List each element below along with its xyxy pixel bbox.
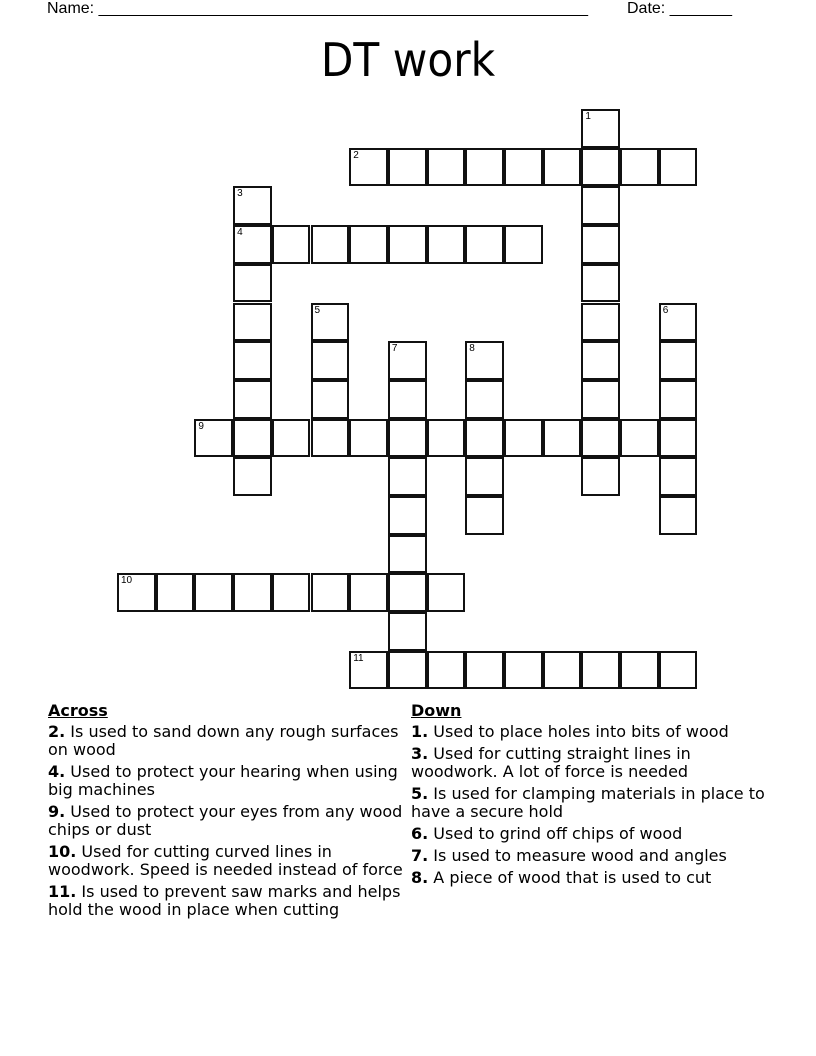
grid-cell[interactable]: [659, 496, 698, 535]
grid-cell[interactable]: [659, 148, 698, 187]
across-heading: Across: [48, 701, 108, 720]
grid-cell[interactable]: [388, 380, 427, 419]
clue-number: 3: [237, 188, 243, 200]
down-heading: Down: [411, 701, 462, 720]
grid-cell[interactable]: [311, 573, 350, 612]
clue-number: 4: [237, 227, 243, 239]
date-field[interactable]: Date: _______: [627, 0, 732, 17]
grid-cell[interactable]: [659, 651, 698, 690]
clue-down-8: 8. A piece of wood that is used to cut: [411, 868, 712, 887]
grid-cell[interactable]: [581, 225, 620, 264]
grid-cell[interactable]: [620, 148, 659, 187]
grid-cell[interactable]: [581, 303, 620, 342]
grid-cell[interactable]: [427, 419, 466, 458]
grid-cell[interactable]: [465, 496, 504, 535]
grid-cell[interactable]: [349, 419, 388, 458]
clue-across-2: 2. Is used to sand down any rough surfaces on wood: [48, 722, 399, 759]
grid-cell[interactable]: [349, 225, 388, 264]
clue-down-3: 3. Used for cutting straight lines in woodwork. A lot of force is needed: [411, 744, 691, 781]
grid-cell[interactable]: [465, 457, 504, 496]
grid-cell[interactable]: [581, 651, 620, 690]
grid-cell[interactable]: [620, 419, 659, 458]
grid-cell[interactable]: [349, 651, 388, 690]
grid-cell[interactable]: [233, 264, 272, 303]
grid-cell[interactable]: [233, 186, 272, 225]
grid-cell[interactable]: [156, 573, 195, 612]
grid-cell[interactable]: [581, 419, 620, 458]
grid-cell[interactable]: [581, 186, 620, 225]
clue-number: 7: [391, 343, 398, 355]
clue-number: 1: [585, 111, 591, 122]
grid-cell[interactable]: [388, 573, 427, 612]
page-title: DT work: [320, 33, 496, 87]
grid-cell[interactable]: [388, 341, 427, 380]
grid-cell[interactable]: [659, 380, 698, 419]
grid-cell[interactable]: [465, 651, 504, 690]
grid-cell[interactable]: [349, 148, 388, 187]
grid-cell[interactable]: [272, 573, 311, 612]
grid-cell[interactable]: [659, 419, 698, 458]
grid-cell[interactable]: [465, 225, 504, 264]
clue-number: 11: [353, 652, 364, 664]
grid-cell[interactable]: [272, 419, 311, 458]
grid-cell[interactable]: [581, 148, 620, 187]
grid-cell[interactable]: [659, 457, 698, 496]
grid-cell[interactable]: [581, 264, 620, 303]
grid-cell[interactable]: [311, 225, 350, 264]
grid-cell[interactable]: [581, 109, 620, 148]
grid-cell[interactable]: [427, 651, 466, 690]
clue-across-10: 10. Used for cutting curved lines in woodwork. Speed is needed instead of force: [48, 842, 403, 879]
grid-cell[interactable]: [465, 341, 504, 380]
grid-cell[interactable]: [504, 651, 543, 690]
across-clues: [48, 702, 408, 923]
grid-cell[interactable]: [117, 573, 156, 612]
grid-cell[interactable]: [233, 419, 272, 458]
clue-across-9: 9. Used to protect your eyes from any wood chips or dust: [48, 802, 403, 839]
clue-down-5: 5. Is used for clamping materials in place to have a secure hold: [411, 784, 765, 821]
grid-cell[interactable]: [465, 380, 504, 419]
clue-number: 6: [662, 304, 669, 316]
grid-cell[interactable]: [194, 573, 233, 612]
grid-cell[interactable]: [311, 380, 350, 419]
clue-number: 9: [198, 420, 204, 432]
clue-down-6: 6. Used to grind off chips of wood: [411, 824, 683, 843]
grid-cell[interactable]: [659, 341, 698, 380]
clue-across-4: 4. Used to protect your hearing when using big machines: [48, 762, 398, 799]
grid-cell[interactable]: [543, 651, 582, 690]
grid-cell[interactable]: [349, 573, 388, 612]
grid-cell[interactable]: [543, 419, 582, 458]
grid-cell[interactable]: [465, 419, 504, 458]
grid-cell[interactable]: [427, 225, 466, 264]
grid-cell[interactable]: [388, 225, 427, 264]
grid-cell[interactable]: [543, 148, 582, 187]
name-field[interactable]: Name: _______________________________________________________: [47, 0, 588, 17]
grid-cell[interactable]: [581, 341, 620, 380]
grid-cell[interactable]: [233, 380, 272, 419]
grid-cell[interactable]: [388, 457, 427, 496]
clue-across-11: 11. Is used to prevent saw marks and helps hold the wood in place when cutting: [48, 882, 401, 919]
grid-cell[interactable]: [233, 225, 272, 264]
grid-cell[interactable]: [581, 380, 620, 419]
grid-cell[interactable]: [388, 651, 427, 690]
grid-cell[interactable]: [388, 496, 427, 535]
clue-number: 8: [469, 343, 475, 355]
grid-cell[interactable]: [427, 148, 466, 187]
grid-cell[interactable]: [388, 612, 427, 651]
down-clues: [411, 702, 771, 891]
grid-cell[interactable]: [233, 457, 272, 496]
clue-down-1: 1. Used to place holes into bits of wood: [411, 722, 729, 741]
clue-number: 10: [121, 575, 133, 587]
grid-cell[interactable]: [504, 419, 543, 458]
grid-cell[interactable]: [388, 148, 427, 187]
grid-cell[interactable]: [388, 535, 427, 574]
grid-cell[interactable]: [233, 303, 272, 342]
grid-cell[interactable]: [311, 303, 350, 342]
grid-cell[interactable]: [233, 573, 272, 612]
grid-cell[interactable]: [311, 419, 350, 458]
grid-cell[interactable]: [581, 457, 620, 496]
crossword-grid: [118, 110, 700, 692]
clue-number: 5: [314, 304, 321, 316]
grid-cell[interactable]: [388, 419, 427, 458]
grid-cell[interactable]: [504, 225, 543, 264]
grid-cell[interactable]: [465, 148, 504, 187]
clue-number: 2: [353, 149, 359, 161]
grid-cell[interactable]: [233, 341, 272, 380]
grid-cell[interactable]: [504, 148, 543, 187]
clue-down-7: 7. Is used to measure wood and angles: [411, 846, 727, 865]
grid-cell[interactable]: [427, 573, 466, 612]
grid-cell[interactable]: [620, 651, 659, 690]
grid-cell[interactable]: [194, 419, 233, 458]
grid-cell[interactable]: [659, 303, 698, 342]
grid-cell[interactable]: [311, 341, 350, 380]
grid-cell[interactable]: [272, 225, 311, 264]
